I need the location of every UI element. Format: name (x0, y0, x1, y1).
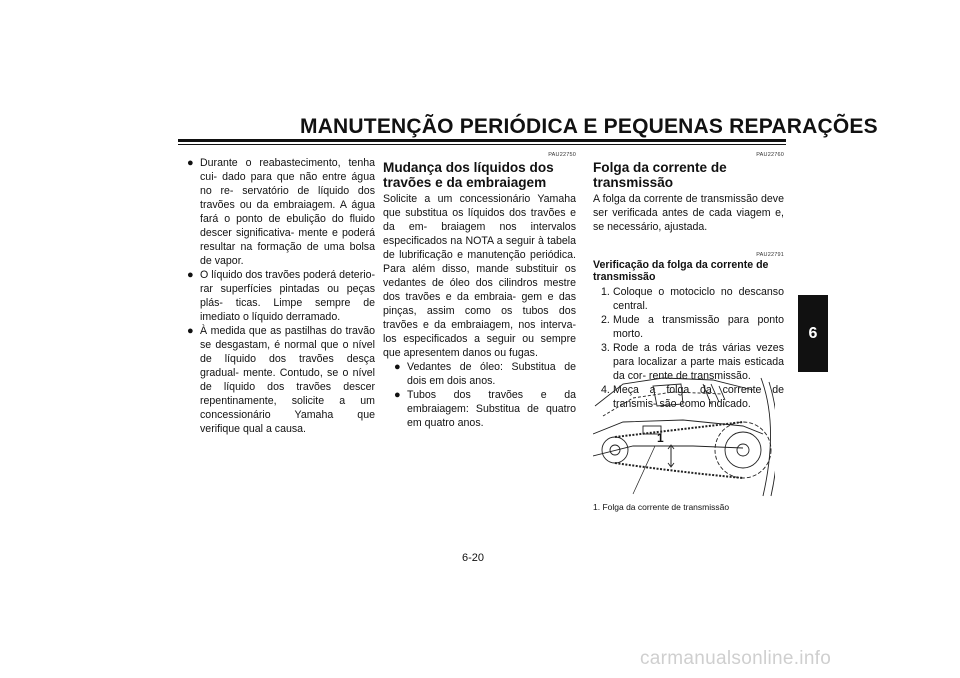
step-item: 3. Rode a roda de trás várias vezes para localizar a parte mais esticada da cor- rente de transmissão. (601, 342, 784, 382)
bullet-icon: ● (394, 361, 401, 373)
step-item: 1. Coloque o motociclo no descanso central. (601, 286, 784, 312)
rear-axle (737, 444, 749, 456)
reference-code: PAU22750 (548, 152, 576, 158)
subsection-title: Verificação da folga da corrente de transmissão (593, 259, 769, 283)
reference-code: PAU22760 (756, 152, 784, 158)
reference-code: PAU22791 (756, 252, 784, 258)
figure-callout-label: 1 (657, 431, 664, 445)
header-rule (178, 139, 786, 142)
bullet-icon: ● (187, 269, 194, 281)
section-title: Folga da corrente de transmissão (593, 160, 727, 190)
frame-line (603, 392, 723, 416)
list-item: ● Tubos dos travões e da embraiagem: Substitua de quatro em quatro anos. (394, 389, 576, 429)
list-item: ● Durante o reabastecimento, tenha cui- dado para que não entre água no re- servatório de líquido dos travões ou da embraiagem. A água fará o ponto de ebulição do fluido descer significativa- mente e poderá resultar na formação de uma bolsa de vapor. (187, 157, 375, 267)
list-item: ● Vedantes de óleo: Substitua de dois em dois anos. (394, 361, 576, 387)
rear-tire (769, 382, 775, 496)
chain-illustration (593, 376, 775, 498)
column-1 (187, 156, 375, 436)
list-item: ● À medida que as pastilhas do travão se desgastam, é normal que o nível de líquido dos travões desça gradual- mente. Contudo, se o nível de líquido dos travões descer repentinamente, solicite a um concessionário Yamaha que verifique qual a causa. (187, 325, 375, 435)
chain-lower (615, 463, 743, 478)
list-item: ● O líquido dos travões poderá deterio- rar superfícies pintadas ou peças plás- ticas. Limpe sempre de imediato o líquido derramado. (187, 269, 375, 323)
section-title: Mudança dos líquidos dos travões e da embraiagem (383, 160, 554, 190)
header-rule-thin (178, 144, 786, 145)
swingarm (593, 446, 743, 456)
column-3 (593, 152, 784, 411)
rear-tire (761, 378, 771, 496)
section-body: A folga da corrente de transmissão deve ser verificada antes de cada viagem e, se necessário, ajustada. (593, 193, 784, 233)
bullet-icon: ● (187, 157, 194, 169)
front-sprocket (602, 437, 628, 463)
step-item: 4. Meça a folga da corrente de transmis- são como indicado. (601, 384, 784, 410)
step-item: 2. Mude a transmissão para ponto morto. (601, 314, 784, 340)
rear-hub (725, 432, 761, 468)
chapter-tab: 6 (798, 295, 828, 372)
watermark: carmanualsonline.info (640, 648, 832, 669)
column-2 (383, 152, 576, 430)
bullet-icon: ● (187, 325, 194, 337)
section-body: Solicite a um concessionário Yamaha que substitua os líquidos dos travões e da em- braiagem nos intervalos especificados na NOTA a seguir à tabela de lubrificação e manutenção periódica. Para além disso, mande substituir os vedantes de óleo dos cilindros mestre dos travões e da embraia- gem e das pinças, assim como os tubos dos travões e da embraiagem, nos interva- los especificados a seguir ou sempre que apresentem danos ou fugas. (383, 193, 576, 359)
bullet-icon: ● (394, 389, 401, 401)
chain-slack-figure (593, 376, 775, 498)
figure-caption: 1. Folga da corrente de transmissão (593, 502, 730, 512)
bracket (653, 384, 683, 406)
leader-line (633, 446, 655, 494)
rear-sprocket (715, 422, 771, 478)
page-number: 6-20 (462, 552, 485, 564)
page-title: MANUTENÇÃO PERIÓDICA E PEQUENAS REPARAÇÕES (300, 115, 878, 138)
